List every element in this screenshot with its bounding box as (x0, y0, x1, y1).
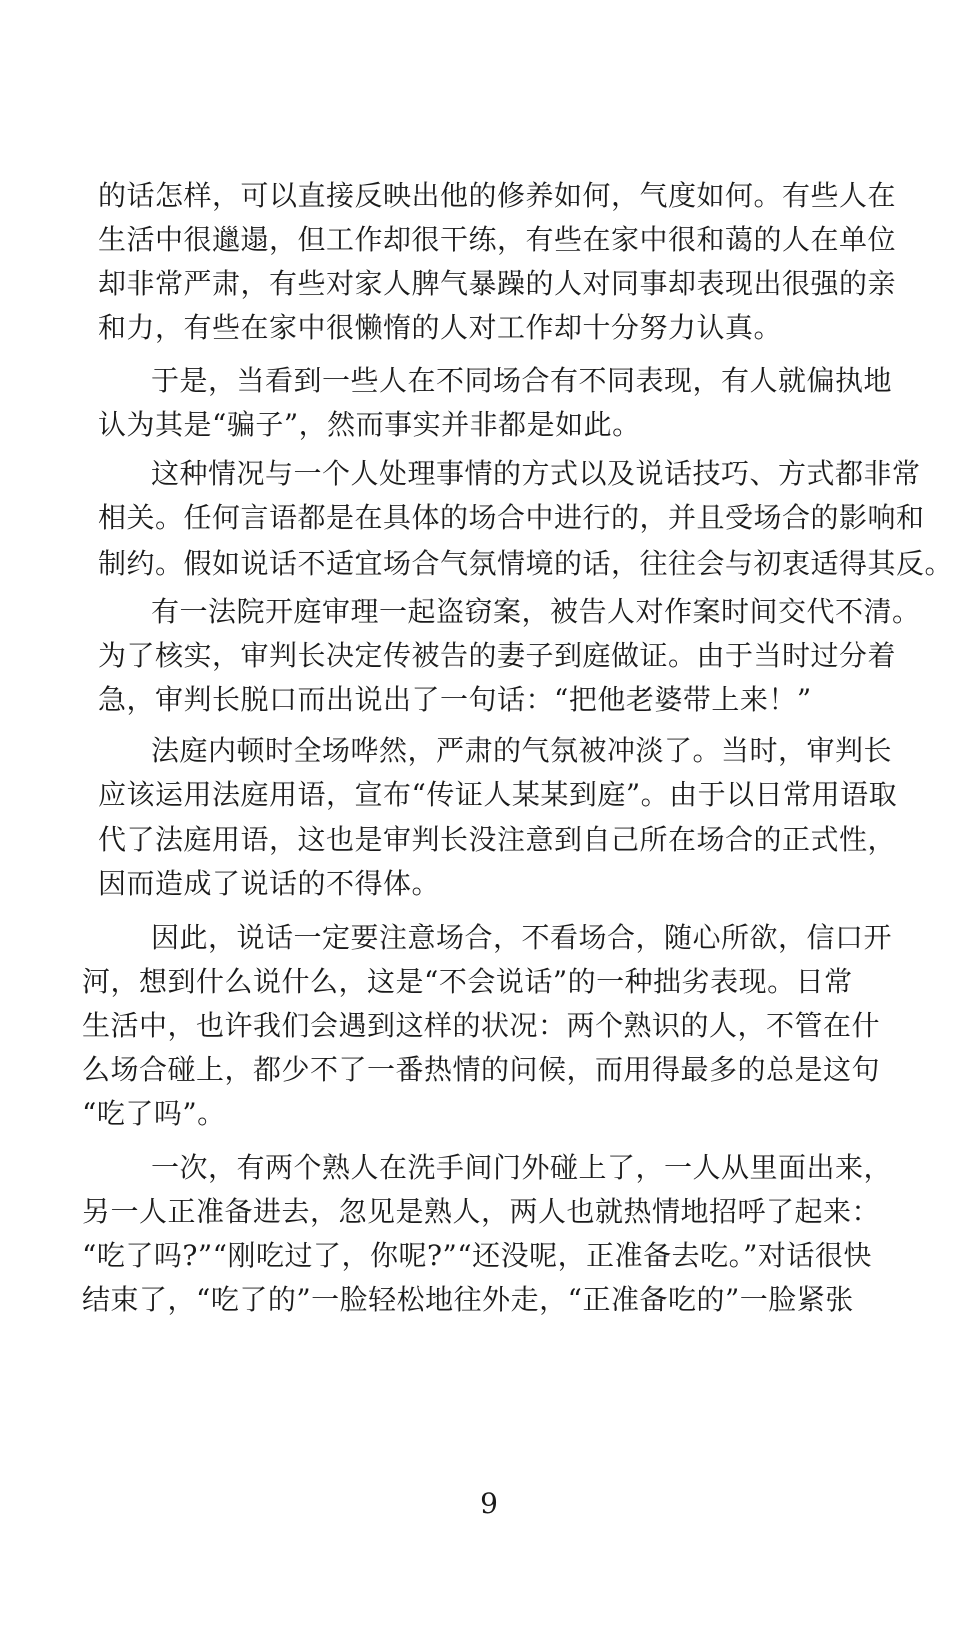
text-line: 却非常严肃，有些对家人脾气暴躁的人对同事却表现出很强的亲 (98, 267, 897, 300)
text-line: 么场合碰上，都少不了一番热情的问候，而用得最多的总是这句 (82, 1053, 881, 1086)
text-line: 法庭内顿时全场哗然，严肃的气氛被冲淡了。当时，审判长 (151, 734, 893, 767)
text-line: 于是，当看到一些人在不同场合有不同表现，有人就偏执地 (151, 364, 893, 397)
text-line: 结束了，“吃了的”一脸轻松地往外走，“正准备吃的”一脸紧张 (82, 1283, 854, 1316)
text-line: “吃了吗?”“刚吃过了，你呢?”“还没呢，正准备去吃。”对话很快 (82, 1239, 872, 1272)
text-line: 因而造成了说话的不得体。 (98, 867, 441, 900)
text-line: 河，想到什么说什么，这是“不会说话”的一种拙劣表现。日常 (82, 965, 853, 998)
text-line: 相关。任何言语都是在具体的场合中进行的，并且受场合的影响和 (98, 501, 925, 534)
text-line: 代了法庭用语，这也是审判长没注意到自己所在场合的正式性， (98, 823, 897, 856)
text-line: 急，审判长脱口而出说出了一句话：“把他老婆带上来！” (98, 683, 812, 716)
text-line: 认为其是“骗子”，然而事实并非都是如此。 (98, 408, 641, 441)
text-line: 和力，有些在家中很懒惰的人对工作却十分努力认真。 (98, 311, 783, 344)
page-number: 9 (480, 1487, 498, 1520)
text-line: 生活中，也许我们会遇到这样的状况：两个熟识的人，不管在什 (82, 1009, 881, 1042)
text-line: 一次，有两个熟人在洗手间门外碰上了，一人从里面出来， (151, 1151, 893, 1184)
text-line: 制约。假如说话不适宜场合气氛情境的话，往往会与初衷适得其反。 (98, 547, 954, 580)
text-line: 这种情况与一个人处理事情的方式以及说话技巧、方式都非常 (151, 457, 921, 490)
text-line: 因此，说话一定要注意场合，不看场合，随心所欲，信口开 (151, 921, 893, 954)
text-line: 的话怎样，可以直接反映出他的修养如何，气度如何。有些人在 (98, 179, 897, 212)
text-line: “吃了吗”。 (82, 1097, 226, 1130)
text-line: 应该运用法庭用语，宣布“传证人某某到庭”。由于以日常用语取 (98, 778, 898, 811)
text-line: 为了核实，审判长决定传被告的妻子到庭做证。由于当时过分着 (98, 639, 897, 672)
text-line: 有一法院开庭审理一起盗窃案，被告人对作案时间交代不清。 (151, 595, 921, 628)
text-line: 生活中很邋遢，但工作却很干练，有些在家中很和蔼的人在单位 (98, 223, 897, 256)
text-line: 另一人正准备进去，忽见是熟人，两人也就热情地招呼了起来： (82, 1195, 881, 1228)
